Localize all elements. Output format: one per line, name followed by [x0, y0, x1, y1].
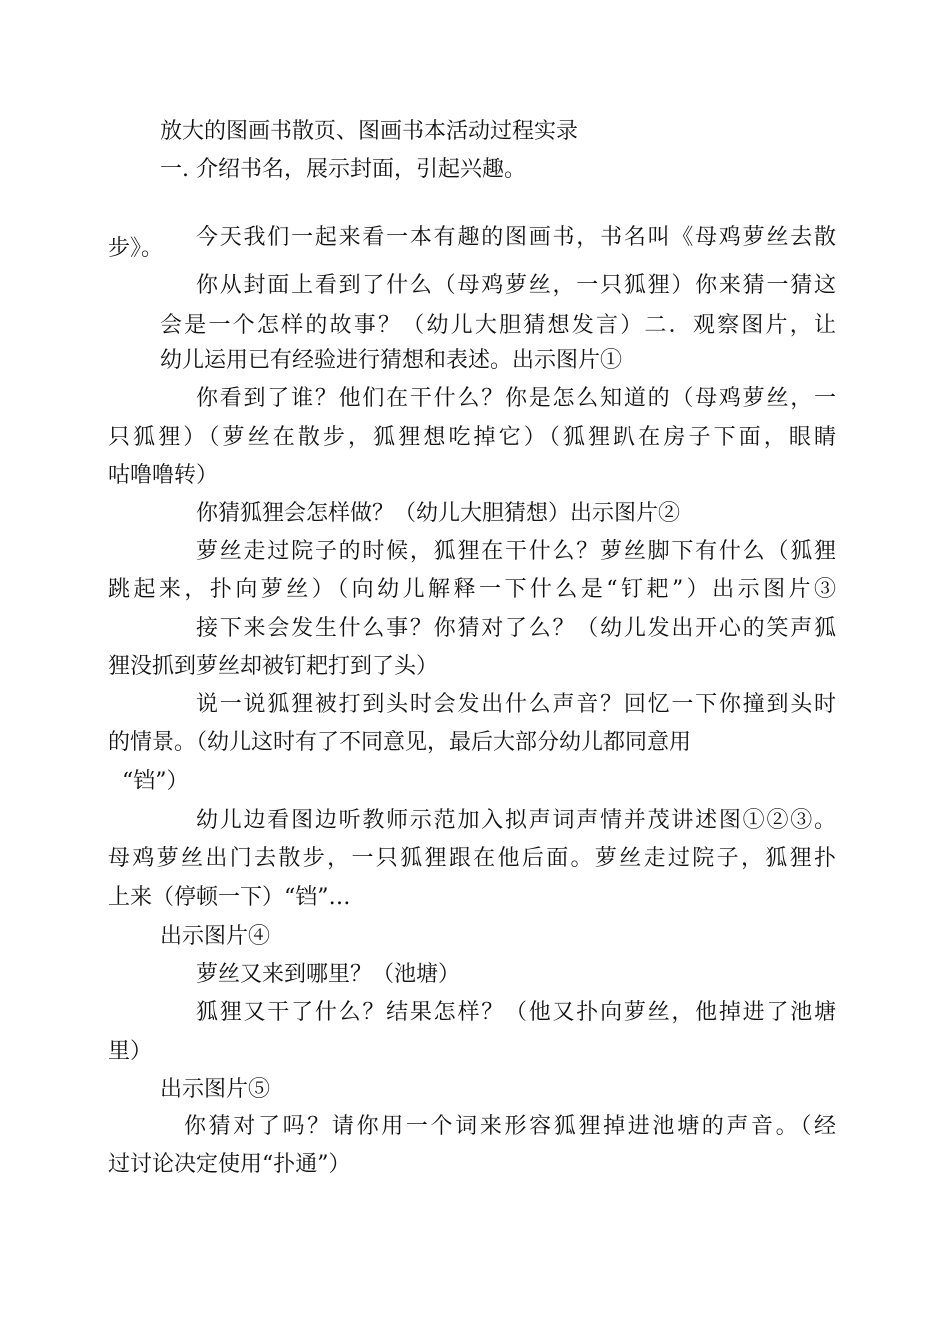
doc-line: 只狐狸）（萝丝在散步，狐狸想吃掉它）（狐狸趴在房子下面，眼睛 — [108, 425, 836, 450]
doc-line: 出示图片⑤ — [160, 1077, 271, 1102]
doc-line: 你猜狐狸会怎样做？（幼儿大胆猜想）出示图片② — [196, 501, 681, 526]
doc-line: 你看到了谁？他们在干什么？你是怎么知道的（母鸡萝丝，一 — [196, 386, 836, 411]
doc-line: 里） — [108, 1039, 153, 1064]
doc-line: 母鸡萝丝出门去散步，一只狐狸跟在他后面。萝丝走过院子，狐狸扑 — [108, 846, 836, 871]
doc-line-section-1-heading: 一. 介绍书名，展示封面，引起兴趣。 — [160, 157, 526, 182]
doc-line: 的情景。（幼儿这时有了不同意见，最后大部分幼儿都同意用 — [108, 730, 692, 755]
doc-line: 上来（停顿一下）“铛”… — [108, 885, 351, 910]
doc-line: 过讨论决定使用“扑通”） — [108, 1152, 351, 1177]
doc-line: 咕噜噜转） — [108, 463, 219, 488]
doc-line: 幼儿运用已有经验进行猜想和表述。出示图片① — [160, 348, 623, 373]
doc-line: 会是一个怎样的故事？（幼儿大胆猜想发言）二．观察图片，让 — [160, 313, 836, 338]
doc-line: 步》。 — [108, 236, 164, 261]
doc-line: 你从封面上看到了什么（母鸡萝丝，一只狐狸）你来猜一猜这 — [196, 273, 836, 298]
doc-line: 幼儿边看图边听教师示范加入拟声词声情并茂讲述图①②③。 — [196, 808, 836, 833]
doc-line: 萝丝又来到哪里？（池塘） — [196, 962, 461, 987]
doc-line: 出示图片④ — [160, 924, 271, 949]
doc-line: 狸没抓到萝丝却被钉耙打到了头） — [108, 654, 439, 679]
doc-line: 今天我们一起来看一本有趣的图画书，书名叫《母鸡萝丝去散 — [196, 225, 836, 250]
doc-line-title: 放大的图画书散页、图画书本活动过程实录 — [160, 119, 579, 144]
doc-line: 说一说狐狸被打到头时会发出什么声音？回忆一下你撞到头时 — [196, 692, 836, 717]
doc-line: 跳起来，扑向萝丝）（向幼儿解释一下什么是“钉耙”）出示图片③ — [108, 577, 836, 602]
doc-line: “铛”） — [122, 769, 189, 794]
doc-line: 接下来会发生什么事？你猜对了么？（幼儿发出开心的笑声狐 — [196, 616, 836, 641]
doc-line: 萝丝走过院子的时候，狐狸在干什么？萝丝脚下有什么（狐狸 — [196, 539, 836, 564]
doc-line: 你猜对了吗？请你用一个词来形容狐狸掉进池塘的声音。（经 — [184, 1114, 836, 1139]
doc-line: 狐狸又干了什么？结果怎样？（他又扑向萝丝，他掉进了池塘 — [196, 1000, 836, 1025]
